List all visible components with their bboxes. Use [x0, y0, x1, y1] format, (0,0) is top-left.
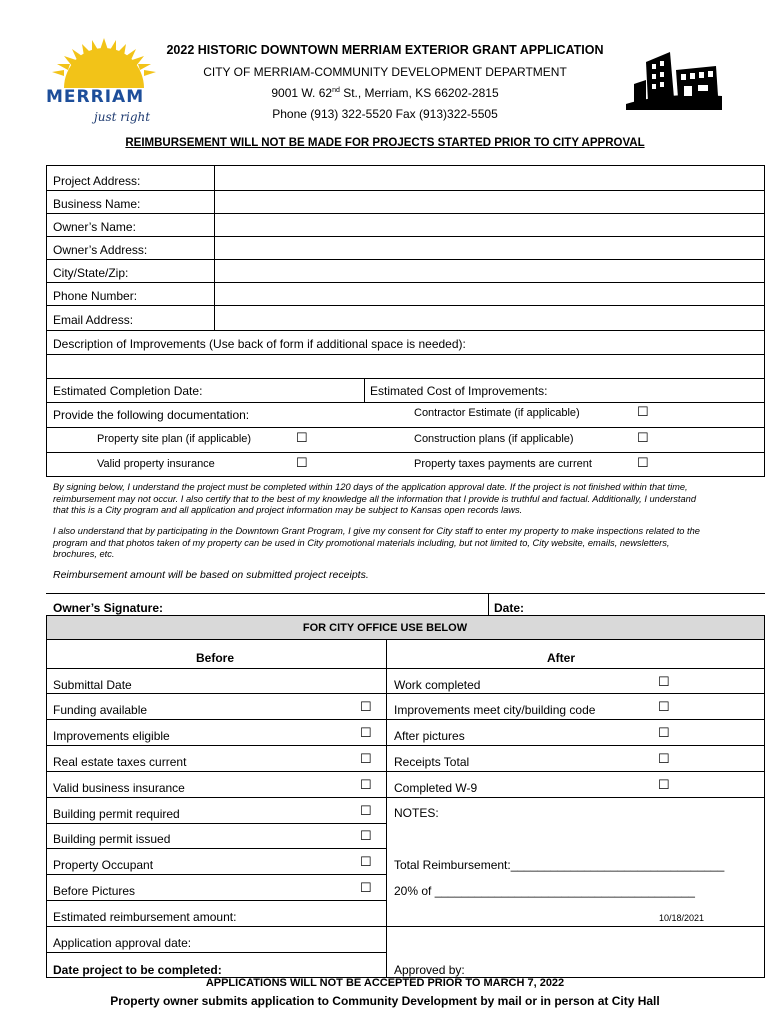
description-input[interactable] [48, 356, 762, 377]
footer-deadline: APPLICATIONS WILL NOT BE ACCEPTED PRIOR TO MARCH 7, 2022 [205, 977, 565, 989]
business-insurance-checkbox[interactable]: ☐ [360, 777, 372, 792]
agreement-paragraph-3: Reimbursement amount will be based on submitted project receipts. [53, 569, 369, 581]
project-completion-date-label: Date project to be completed: [53, 963, 222, 977]
permit-issued-checkbox[interactable]: ☐ [360, 828, 372, 843]
form-title: 2022 HISTORIC DOWNTOWN MERRIAM EXTERIOR GRANT APPLICATION [166, 43, 604, 57]
agreement-paragraph-2: I also understand that by participating in the Downtown Grant Program, I give my consent for City staff to enter my property to make inspections related to the program and that photos taken of my property can be used in City promotional materials including, but not limited to, City website, emails, newsletters, brochures, etc. [53, 526, 700, 559]
notes-field[interactable] [390, 822, 760, 852]
estimated-amount-label: Estimated reimbursement amount: [53, 910, 237, 924]
project-address-label: Project Address: [53, 174, 141, 188]
business-name-input[interactable] [216, 192, 762, 212]
documentation-heading: Provide the following documentation: [53, 408, 250, 422]
before-item-taxes: Real estate taxes current [53, 755, 187, 769]
project-address-input[interactable] [216, 167, 762, 188]
taxes-checkbox[interactable]: ☐ [637, 455, 649, 470]
site-plan-checkbox[interactable]: ☐ [296, 430, 308, 445]
after-item-code: Improvements meet city/building code [394, 703, 596, 717]
notes-label: NOTES: [394, 806, 439, 820]
after-heading: After [547, 651, 576, 665]
address-ordinal: nd [332, 87, 340, 94]
taxes-current-checkbox[interactable]: ☐ [360, 751, 372, 766]
owner-address-label: Owner’s Address: [53, 243, 148, 257]
site-plan-label: Property site plan (if applicable) [97, 433, 252, 445]
signature-date-label: Date: [494, 601, 525, 615]
approved-by-label: Approved by: [394, 963, 465, 977]
business-name-label: Business Name: [53, 197, 141, 211]
twenty-percent-label: 20% of _______________________________________ [394, 884, 695, 898]
construction-plans-label: Construction plans (if applicable) [414, 433, 574, 445]
agreement-paragraph-1: By signing below, I understand the project must be completed within 120 days of the application approval date. If the project is not finished within that time, reimbursement may not occur. I also certify that to the best of my knowledge all the information that I provide is truthful and factual. Additionally, I understand that this is a City program and all application and project information may be subject to Kansas open records laws. [53, 482, 697, 515]
department-phone: Phone (913) 322-5520 Fax (913)322-5505 [272, 107, 498, 121]
phone-number-label: Phone Number: [53, 289, 138, 303]
office-use-heading: FOR CITY OFFICE USE BELOW [302, 622, 468, 634]
owner-signature-field[interactable] [170, 596, 484, 614]
logo-tagline: just right [94, 110, 151, 124]
contractor-estimate-label: Contractor Estimate (if applicable) [414, 407, 580, 419]
w9-checkbox[interactable]: ☐ [658, 777, 670, 792]
form-revision-date: 10/18/2021 [659, 913, 705, 923]
logo-wordmark: MERRIAM [46, 87, 145, 107]
contractor-estimate-checkbox[interactable]: ☐ [637, 404, 649, 419]
work-completed-checkbox[interactable]: ☐ [658, 674, 670, 689]
before-item-submittal-date: Submittal Date [53, 678, 132, 692]
warning-notice: REIMBURSEMENT WILL NOT BE MADE FOR PROJECTS STARTED PRIOR TO CITY APPROVAL [125, 137, 645, 149]
total-reimbursement-label: Total Reimbursement:________________________________ [394, 858, 725, 872]
owner-name-label: Owner’s Name: [53, 220, 136, 234]
owner-signature-label: Owner’s Signature: [53, 601, 164, 615]
signature-date-field[interactable] [532, 596, 760, 614]
owner-address-input[interactable] [216, 238, 762, 258]
before-pictures-checkbox[interactable]: ☐ [360, 880, 372, 895]
eligible-checkbox[interactable]: ☐ [360, 725, 372, 740]
funding-checkbox[interactable]: ☐ [360, 699, 372, 714]
receipts-checkbox[interactable]: ☐ [658, 751, 670, 766]
after-item-work-completed: Work completed [394, 678, 481, 692]
insurance-label: Valid property insurance [97, 458, 215, 470]
description-label: Description of Improvements (Use back of form if additional space is needed): [53, 337, 466, 351]
owner-name-input[interactable] [216, 215, 762, 235]
footer-instructions: Property owner submits application to Community Development by mail or in person at City Hall [110, 994, 660, 1008]
after-item-pictures: After pictures [394, 729, 465, 743]
occupant-checkbox[interactable]: ☐ [360, 854, 372, 869]
cost-label: Estimated Cost of Improvements: [370, 384, 548, 398]
before-item-permit-required: Building permit required [53, 807, 180, 821]
permit-required-checkbox[interactable]: ☐ [360, 803, 372, 818]
approval-date-label: Application approval date: [53, 936, 192, 950]
email-address-input[interactable] [216, 307, 762, 329]
before-item-occupant: Property Occupant [53, 858, 154, 872]
department-address [0, 86, 770, 100]
before-item-eligible: Improvements eligible [53, 729, 170, 743]
after-item-w9: Completed W-9 [394, 781, 478, 795]
before-item-permit-issued: Building permit issued [53, 832, 171, 846]
before-item-funding: Funding available [53, 703, 148, 717]
address-part-2: St., Merriam, KS 66202-2815 [339, 86, 499, 100]
construction-plans-checkbox[interactable]: ☐ [637, 430, 649, 445]
completion-date-label: Estimated Completion Date: [53, 384, 203, 398]
address-part-1: 9001 W. 62 [271, 86, 333, 100]
before-heading: Before [196, 651, 235, 665]
insurance-checkbox[interactable]: ☐ [296, 455, 308, 470]
after-item-receipts: Receipts Total [394, 755, 470, 769]
code-checkbox[interactable]: ☐ [658, 699, 670, 714]
city-state-zip-label: City/State/Zip: [53, 266, 129, 280]
email-address-label: Email Address: [53, 313, 134, 327]
department-name: CITY OF MERRIAM-COMMUNITY DEVELOPMENT DEPARTMENT [203, 65, 567, 79]
after-pictures-checkbox[interactable]: ☐ [658, 725, 670, 740]
taxes-label: Property taxes payments are current [414, 458, 592, 470]
before-item-insurance: Valid business insurance [53, 781, 185, 795]
city-state-zip-input[interactable] [216, 261, 762, 281]
phone-number-input[interactable] [216, 284, 762, 304]
before-item-pictures: Before Pictures [53, 884, 136, 898]
